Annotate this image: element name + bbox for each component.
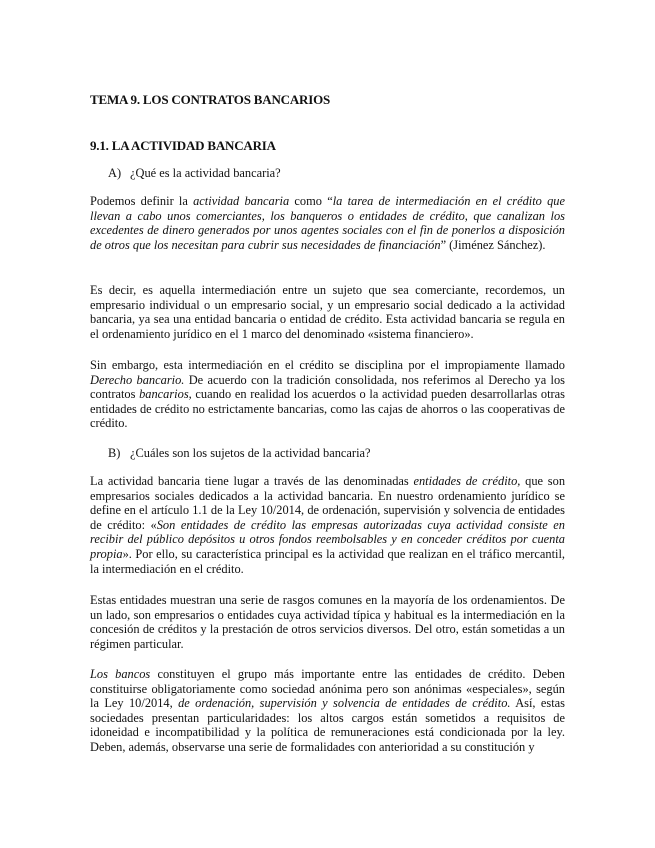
subsection-b-text: ¿Cuáles son los sujetos de la actividad bancaria? xyxy=(130,446,371,460)
subsection-a-text: ¿Qué es la actividad bancaria? xyxy=(130,166,281,180)
p3-text-a: Sin embargo, esta intermediación en el crédito se disciplina por el impropiamente llamado xyxy=(90,358,565,372)
p3-term: Derecho bancario. xyxy=(90,372,185,387)
p4-text-c: que son empresarios sociales dedicados a la actividad bancaria. En nuestro ordenamiento jurídico se define en el artículo 1.1 de la Ley 10/2014, de ordenación, supervisión y solvencia de entidades de crédito: « xyxy=(90,474,566,532)
p1-term: actividad bancaria xyxy=(193,194,290,208)
document-title: TEMA 9. LOS CONTRATOS BANCARIOS xyxy=(90,92,331,107)
p1-text-c: como “ xyxy=(289,194,333,208)
paragraph-1 xyxy=(90,194,565,252)
p4-quote: Son entidades de crédito las empresas autorizadas cuya actividad consiste en recibir del público depósitos u otros fondos reembolsables y en conceder créditos por cuenta propia xyxy=(90,517,565,561)
paragraph-5: Estas entidades muestran una serie de rasgos comunes en la mayoría de los ordenamientos. De un lado, son empresarios o entidades cuya actividad típica y habitual es la intermediación en la concesión de créditos y la prestación de otros servicios diversos. Del otro, están sometidas a un régimen particular. xyxy=(90,593,565,651)
subsection-a xyxy=(108,166,281,181)
p3-text-e: cuando en realidad los acuerdos o la actividad pueden desarrollarlas otras entidades de crédito no estrictamente bancarias, como las cajas de ahorros o las cooperativas de crédito. xyxy=(90,387,565,431)
paragraph-3 xyxy=(90,358,565,431)
p6-text-d: Así, estas sociedades presentan particularidades: los altos cargos están sometidos a requisitos de idoneidad e incompatibilidad y la política de remuneraciones está condicionada por la ley. Deben, además, observarse una serie de formalidades con anterioridad a su constitución y xyxy=(90,696,565,754)
section-heading: 9.1. LA ACTIVIDAD BANCARIA xyxy=(90,138,276,153)
paragraph-6 xyxy=(90,667,565,755)
p6-term: Los bancos xyxy=(90,667,151,681)
paragraph-4 xyxy=(90,474,565,576)
p3-text-c: De acuerdo con la tradición consolidada, nos referimos al Derecho ya los contratos xyxy=(90,372,566,402)
p4-text-a: La actividad bancaria tiene lugar a través de las denominadas xyxy=(90,474,414,488)
p6-text-b: constituyen el grupo más importante entre las entidades de crédito. Deben constituirse obligatoriamente como sociedad anónima pero son anónimas «especiales», según la Ley 10/2014, xyxy=(90,667,566,711)
p3-term-2: bancarios, xyxy=(139,387,192,402)
p4-term: entidades de crédito, xyxy=(413,474,521,488)
paragraph-2: Es decir, es aquella intermediación entre un sujeto que sea comerciante, recordemos, un empresario individual o un empresario social, y un empresario social dedicado a la actividad bancaria, ya sea una entidad bancaria o entidad de crédito. Esta actividad bancaria se regula en el ordenamiento jurídico en el 1 marco del denominado «sistema financiero». xyxy=(90,283,565,341)
p4-text-e: ». Por ello, su característica principal es la actividad que realizan en el tráfico mercantil, la intermediación en el crédito. xyxy=(90,546,565,576)
p1-text-e: ” (Jiménez Sánchez). xyxy=(440,237,546,252)
p1-quote: la tarea de intermediación en el crédito que llevan a cabo unos comerciantes, los banqueros o entidades de crédito, que canalizan los excedentes de dinero generados por unos agentes sociales con el fin de ponerlos a disposición de otros que los necesitan para cubrir sus necesidades de financiación xyxy=(90,194,565,252)
p1-text-a: Podemos definir la xyxy=(90,194,194,208)
subsection-a-marker: A) xyxy=(108,166,122,180)
subsection-b xyxy=(108,446,371,461)
p6-law-title: de ordenación, supervisión y solvencia de entidades de crédito. xyxy=(178,696,511,711)
subsection-b-marker: B) xyxy=(108,446,121,460)
